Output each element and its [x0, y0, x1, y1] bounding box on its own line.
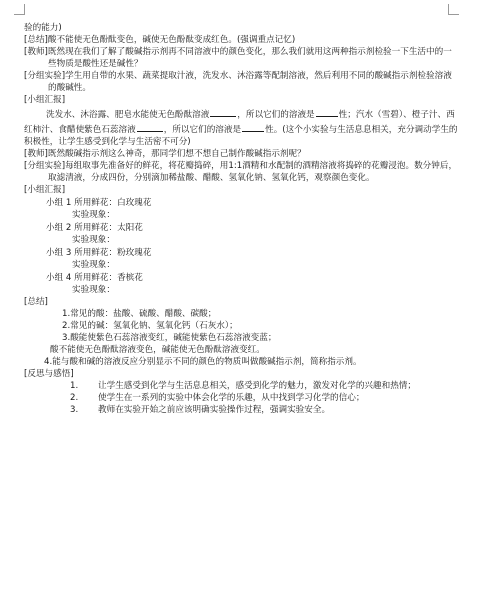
group-2-flower: 小组 2 所用鲜花：太阳花: [46, 223, 143, 233]
reflection-number: 3.: [70, 405, 79, 415]
summary-item-2: 2.常见的碱：氢氧化钠、氢氧化钙（石灰水）；: [62, 321, 238, 331]
reflection-text: 使学生在一系列的实验中体会化学的乐趣，从中找到学习化学的信心；: [98, 393, 365, 403]
report-text-4: ，所以它们的溶液是: [163, 125, 242, 135]
report-text-5: 性。(这个小实验与生活息息相关，充分调动学生的积极性，让学生感受到化学与生活密不可分): [24, 125, 458, 147]
document-body: [24, 22, 458, 416]
fill-in-blank[interactable]: [242, 121, 264, 132]
group-1-flower: 小组 1 所用鲜花：白玫瑰花: [46, 198, 152, 208]
summary-line: [总结]酸不能使无色酚酞变色，碱使无色酚酞变成红色。(强调重点记忆): [24, 35, 296, 45]
page-corner-mark-right: [448, 4, 459, 15]
teacher-line: [教师]既然酸碱指示剂这么神奇，那同学们想不想自己制作酸碱指示剂呢？: [24, 149, 306, 159]
summary-item-4: 4.能与酸和碱的溶液反应分别显示不同的颜色的物质叫做酸碱指示剂，简称指示剂。: [44, 357, 362, 367]
group-1-phenomenon: 实验现象：: [72, 210, 115, 220]
group-4-flower: 小组 4 所用鲜花：香槟花: [46, 273, 143, 283]
group-experiment-paragraph: [分组实验]学生用自带的水果、蔬菜提取汁液，洗发水、沐浴露等配制溶液，然后利用不同的酸碱指示剂检验溶液的酸碱性。: [24, 71, 452, 93]
fill-in-blank[interactable]: [316, 106, 338, 117]
reflection-number: 2.: [70, 393, 79, 403]
reflection-text: 教师在实验开始之前应该明确实验操作过程，强调实验安全。: [98, 405, 331, 415]
fill-in-blank[interactable]: [137, 121, 163, 132]
reflection-text: 让学生感受到化学与生活息息相关，感受到化学的魅力，激发对化学的兴趣和热情；: [98, 381, 416, 391]
summary-heading: [总结]: [24, 297, 48, 307]
fill-in-blank[interactable]: [210, 106, 236, 117]
reflection-number: 1.: [70, 381, 79, 391]
summary-item-3-continued: 酸不能使无色酚酞溶液变色，碱能使无色酚酞溶液变红。: [50, 345, 265, 355]
reflection-item-1: [24, 380, 458, 392]
text-line: 验的能力): [24, 23, 62, 33]
group-3-phenomenon: 实验现象：: [72, 260, 115, 270]
report-text-2: ，所以它们的溶液是: [237, 110, 315, 120]
page-corner-mark-left: [14, 4, 25, 15]
group-2-phenomenon: 实验现象：: [72, 235, 115, 245]
reflection-item-2: [24, 392, 458, 404]
reflection-heading: [反思与感悟]: [24, 369, 74, 379]
reflection-item-3: [24, 404, 458, 416]
group-report-heading: [小组汇报]: [24, 95, 66, 105]
report-paragraph: [24, 106, 458, 148]
group-experiment-paragraph-2: [分组实验]每组取事先准备好的鲜花，将花瓣捣碎，用1:1酒精和水配制的酒精溶液将捣碎的花瓣浸泡。数分钟后，取滤清液，分成四份，分别滴加稀盐酸、醋酸、氢氧化钠、氢氧化钙，观察颜色变化。: [24, 161, 458, 183]
summary-item-1: 1.常见的酸：盐酸、硫酸、醋酸、碳酸；: [62, 309, 217, 319]
report-text-3: 性；汽水（雪碧）、橙子汁、西红柿汁、食醋使紫色石蕊溶液: [24, 110, 455, 135]
report-text-1: 洗发水、沐浴露、肥皂水能使无色酚酞溶液: [46, 110, 210, 120]
group-report-heading-2: [小组汇报]: [24, 185, 66, 195]
teacher-paragraph: [教师]既然现在我们了解了酸碱指示剂再不同溶液中的颜色变化，那么我们就用这两种指示剂检验一下生活中的一些物质是酸性还是碱性？: [24, 47, 452, 69]
group-4-phenomenon: 实验现象：: [72, 285, 115, 295]
summary-item-3: 3.酸能使紫色石蕊溶液变红，碱能使紫色石蕊溶液变蓝；: [62, 333, 277, 343]
group-3-flower: 小组 3 所用鲜花：粉玫瑰花: [46, 248, 152, 258]
